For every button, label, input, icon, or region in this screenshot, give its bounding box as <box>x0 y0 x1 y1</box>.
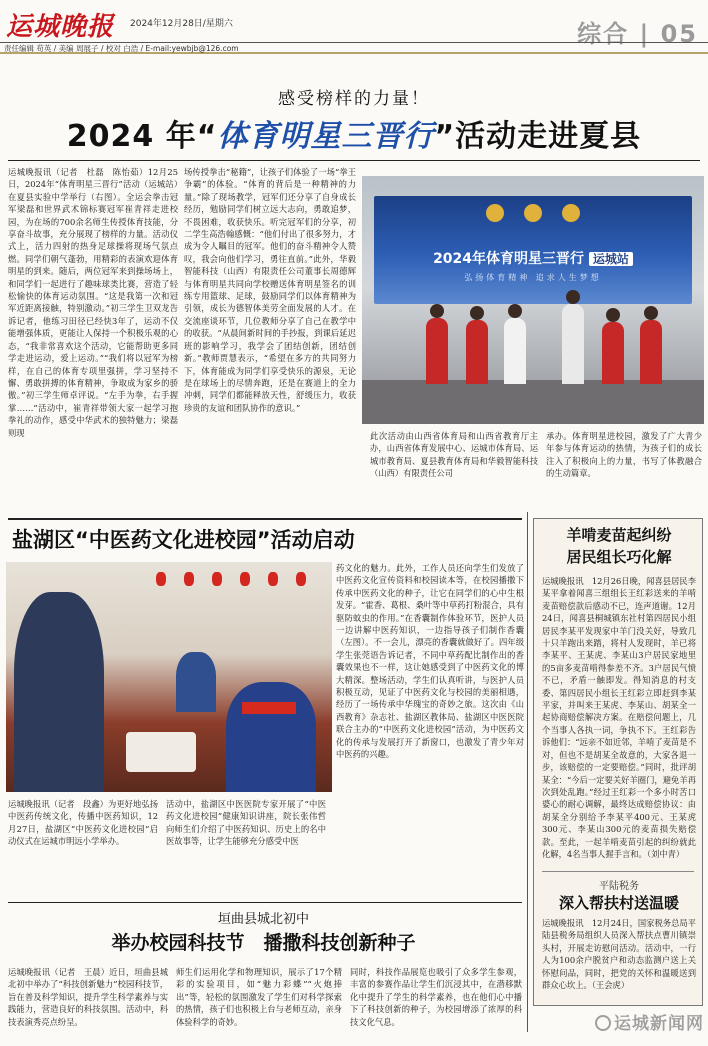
credit-bar <box>0 42 708 54</box>
lead-column-1: 运城晚报讯（记者 杜磊 陈怡茹）12月25日，2024年“体育明星三晋行”活动（运城站）在夏县实验中学举行（右图）。全运会拳击冠军梁磊和世界武术锦标赛冠军崔青祥走进校园，为在场的700余名师生传授体育技能，分享奋斗故事，充分展现了榜样的力量。活动仪式上，活力四射的热身足球操将现场气氛点燃。同学们朝气蓬勃，用精彩的表演欢迎体育明星的到来。随后，两位冠军来到操场场上，和同学们一起进行了趣味球类比赛，营造了轻松愉快的体育运动氛围。“这是我第一次和冠军近距离接触，特别激动。”初三学生卫双龙告诉记者，他练习田径已经快3年了，运动不仅能增强体质，更能让人保持一个积极乐观的心态，“我非常喜欢这个活动，它能帮助更多同学走进运动，爱上运动。”“我们将以冠军为榜样，在自己的体育专项里强拼，学习坚持不懈、勇敢拼搏的体育精神，争取成为家乡的骄傲。”初三学生师卓评说。“左手为拳，右手握掌……”活动中，崔青祥带领大家一起学习抱拳礼的动作，感受中华武术的独特魅力；梁磊则现 <box>8 167 178 438</box>
banner-title <box>374 248 692 268</box>
lead-caption-1: 此次活动由山西省体育局和山西省教育厅主办，山西省体育发展中心、运城市体育局、运城市教育局、夏县教育体育局和华毅智能科技（山西）有限责任公司 <box>370 431 538 479</box>
medic-figure <box>14 592 104 792</box>
story2-column: 药文化的魅力。此外，工作人员还向学生们发放了中医药文化宣传资料和校园读本等，在校园播撒下传承中医药文化的种子，让它在同学们的心中生根发芽。“霍香、葛根、桑叶等中草药打粉混合，具有驱防蚊虫的作用。”在香囊制作体验环节，医护人员一边讲解中医药知识，一边指导孩子们制作香囊（左图）。不一会儿，漂亮的香囊就做好了。四年级学生张莞语告诉记者，不同中草药配比制作出的香囊效果也不一样，这让她感受到了中医药文化的博大精深。整场活动，学生们认真听讲，与医护人员积极互动，见证了中医药文化与校园的美丽相遇，经历了一场传承中华瑰宝的奇妙之旅。这次由《山西教育》杂志社、盐湖区教体局、盐湖区中医医院联合主办的“中医药文化进校园”活动，为中医药文化的传承与发展打开了新窗口，也激发了青少年对中医药的兴趣。 <box>336 563 524 760</box>
section-page-number: 综合 | 05 <box>577 20 698 48</box>
lead-headline <box>0 111 708 155</box>
banner-logos <box>374 204 692 226</box>
divider <box>8 160 700 161</box>
column-divider <box>527 512 528 1032</box>
story4-subhead: 垣曲县城北初中 <box>217 912 309 927</box>
paper-logo: 运城晚报 <box>6 12 115 42</box>
issue-date: 2024年12月28日/星期六 <box>130 19 233 29</box>
story2-headline: 盐湖区“中医药文化进校园”活动启动 <box>12 528 355 552</box>
masthead <box>0 0 708 68</box>
sidebar-news-box <box>533 518 703 1006</box>
watermark-text: 运城新闻网 <box>614 1014 704 1034</box>
story4-column-2: 师生们运用化学和物理知识，展示了17个精彩的实验项目，如“魅力彩蝶”“火炮捧出”等，轻松的氛围激发了学生们对科学探索的热情，孩子们也积极上台与老师互动，亲身体验科学的奇妙。 <box>176 967 342 1027</box>
event-banner <box>374 196 692 304</box>
student-figure <box>426 318 448 384</box>
headline-emphasis: 体育明星三晋行 <box>217 119 435 154</box>
student-figure <box>602 322 624 384</box>
champion-figure <box>504 318 526 384</box>
story2-caption-left: 运城晚报讯（记者 段鑫）为更好地弘扬中医药传统文化，传播中医药知识，12月27日，盐湖区“中医药文化进校园”启动仪式在运城市明远小学举办。 <box>8 799 158 847</box>
headline-part: ”活动走进夏县 <box>434 119 642 154</box>
story2-caption-right: 活动中，盐湖区中医医院专家开展了“中医药文化进校园”健康知识讲座，院长张伟哲向师生们介绍了中医药知识、历史上的名中医故事等，让学生能够充分感受中医 <box>166 799 326 847</box>
headline-part: 2024 年“ <box>66 119 218 154</box>
student-figure <box>466 320 488 384</box>
divider <box>8 902 522 903</box>
herb-plate <box>126 732 196 772</box>
story4-column-3: 同时，科技作品展览也吸引了众多学生参观，丰富的参赛作品让学生们沉浸其中，在潜移默化中提升了学生的科学素养，也在他们心中播下了科技创新的种子，为校园增添了浓厚的科技文化气息。 <box>350 967 522 1027</box>
watermark-logo-icon <box>595 1015 611 1031</box>
lead-kicker: 感受榜样的力量！ <box>278 89 430 109</box>
banner-slogan: 弘扬体育精神 追求人生梦想 <box>464 273 602 282</box>
champion-figure <box>562 304 584 384</box>
story4-column-1: 运城晚报讯（记者 王晨）近日，垣曲县城北初中举办了“科技创新魅力”校园科技节，旨在普及科学知识，提升学生科学素养与实践能力，营造良好的科技氛围。活动中，科技表演秀亮点纷呈。 <box>8 967 168 1027</box>
lead-photo <box>362 176 704 424</box>
story3-body: 运城晚报讯 12月26日晚，闻喜县居民李某平拿着闻喜三组组长王红彩送来的羊啃麦苗赔偿款后感动不已，连声道谢。12月24日，闻喜县桐城镇东社村第四居民小组居民李某平发现家中羊门没关好，导致几十只羊跑出来踏，将村人发现时，羊已将李某平、王某虎、李某山3户居民家地里的5亩多麦苗啃得参差不齐。3户居民气愤不已，矛盾一触即发。得知消息的村支委、第四居民小组长王红彩立即赶到李某平家，并叫来王某虎、李某山、胡某全一起协商赔偿解决方案。在赔偿问题上，几个当事人各执一词，争执不下。王红彩告诉他们：“远亲不如近邻，羊啃了麦苗是不对，但也不是胡某全故意的，大家各退一步，该赔偿的一定要赔偿。”同时，批评胡某全：“今后一定要关好羊圈门，避免羊再次到处乱跑。”经过王红彩一个多小时苦口婆心的耐心调解，最终达成赔偿协议：由胡某全分别给予李某平400元、王某虎300元、李某山300元的麦苗损失赔偿款。至此，一起羊啃麦苗引起的纠纷就此化解，4名当事人握手言和。（刘中青） <box>542 576 696 859</box>
editor-credits: 责任编辑 苟英 / 美编 周展子 / 校对 白浩 / E-mail:yewbjb@126.com <box>4 44 239 53</box>
divider <box>542 871 694 872</box>
student-figure <box>640 320 662 384</box>
banner-text: 2024年体育明星三晋行 <box>433 251 585 267</box>
lead-column-2: 场传授拳击“秘籍”，让孩子们体验了一场“拳王争霸”的体验。“体育的背后是一种精神的力量。”除了现场教学，冠军们还分享了自身成长经历，勉励同学们树立远大志向，勇敢追梦，不畏困难，收获快乐。听完冠军们的分享，初二学生高浩翰感慨：“他们付出了很多努力，才成为令人瞩目的冠军。他们的奋斗精神令人赞叹，我会向他们学习，勇往直前。”此外，华毅智能科技（山西）有限责任公司董事长周德辉与体育明星共同向学校赠送体育明星签名的训练专用篮球、足球，鼓励同学们以体育精神为引领，成长为德智体美劳全面发展的人才。在交流座谈环节，几位教师分享了自己在教学中的收获。“从晨间新时间的手抄报，到课后延迟班的影响学习，我学会了团结创新，团结创新。”教师贾慧表示，“希望在多方的共同努力下，体育能成为同学们享受快乐的源泉，无论是在球场上的尽情奔跑，还是在赛道上的全力冲刺，同学们都能释放天性，舒缓压力，收获珍贵的友谊和团队协作的意识。” <box>184 167 356 413</box>
divider <box>8 518 522 520</box>
student-figure <box>226 682 316 792</box>
banner-tag: 运城站 <box>589 252 633 266</box>
stage-floor <box>362 380 704 424</box>
site-watermark <box>595 1009 704 1034</box>
story3b-body: 运城晚报讯 12月24日，国家税务总局平陆县税务局组织人员深入帮扶点曹川镇崇头村，开展走访慰问活动。活动中，一行人为100余户脱贫户和动态监测户送上关怀慰问品，同时，把党的关怀和温暖送到群众心坎上。（王会虎） <box>542 918 696 991</box>
lead-caption-2: 承办。体育明星进校园，激发了广大青少年参与体育运动的热情，为孩子们的成长注入了积极向上的力量，书写了体教融合的生动篇章。 <box>546 431 702 479</box>
story4-headline: 举办校园科技节 播撒科技创新种子 <box>111 932 416 954</box>
red-scarf <box>242 702 296 714</box>
student-figure <box>176 652 216 712</box>
story3-title-line2: 居民组长巧化解 <box>566 548 672 566</box>
story2-photo <box>6 562 332 792</box>
story3b-title: 深入帮扶村送温暖 <box>558 894 679 912</box>
story3-title-line1: 羊啃麦苗起纠纷 <box>566 526 672 544</box>
story3b-subhead: 平陆税务 <box>599 881 639 892</box>
